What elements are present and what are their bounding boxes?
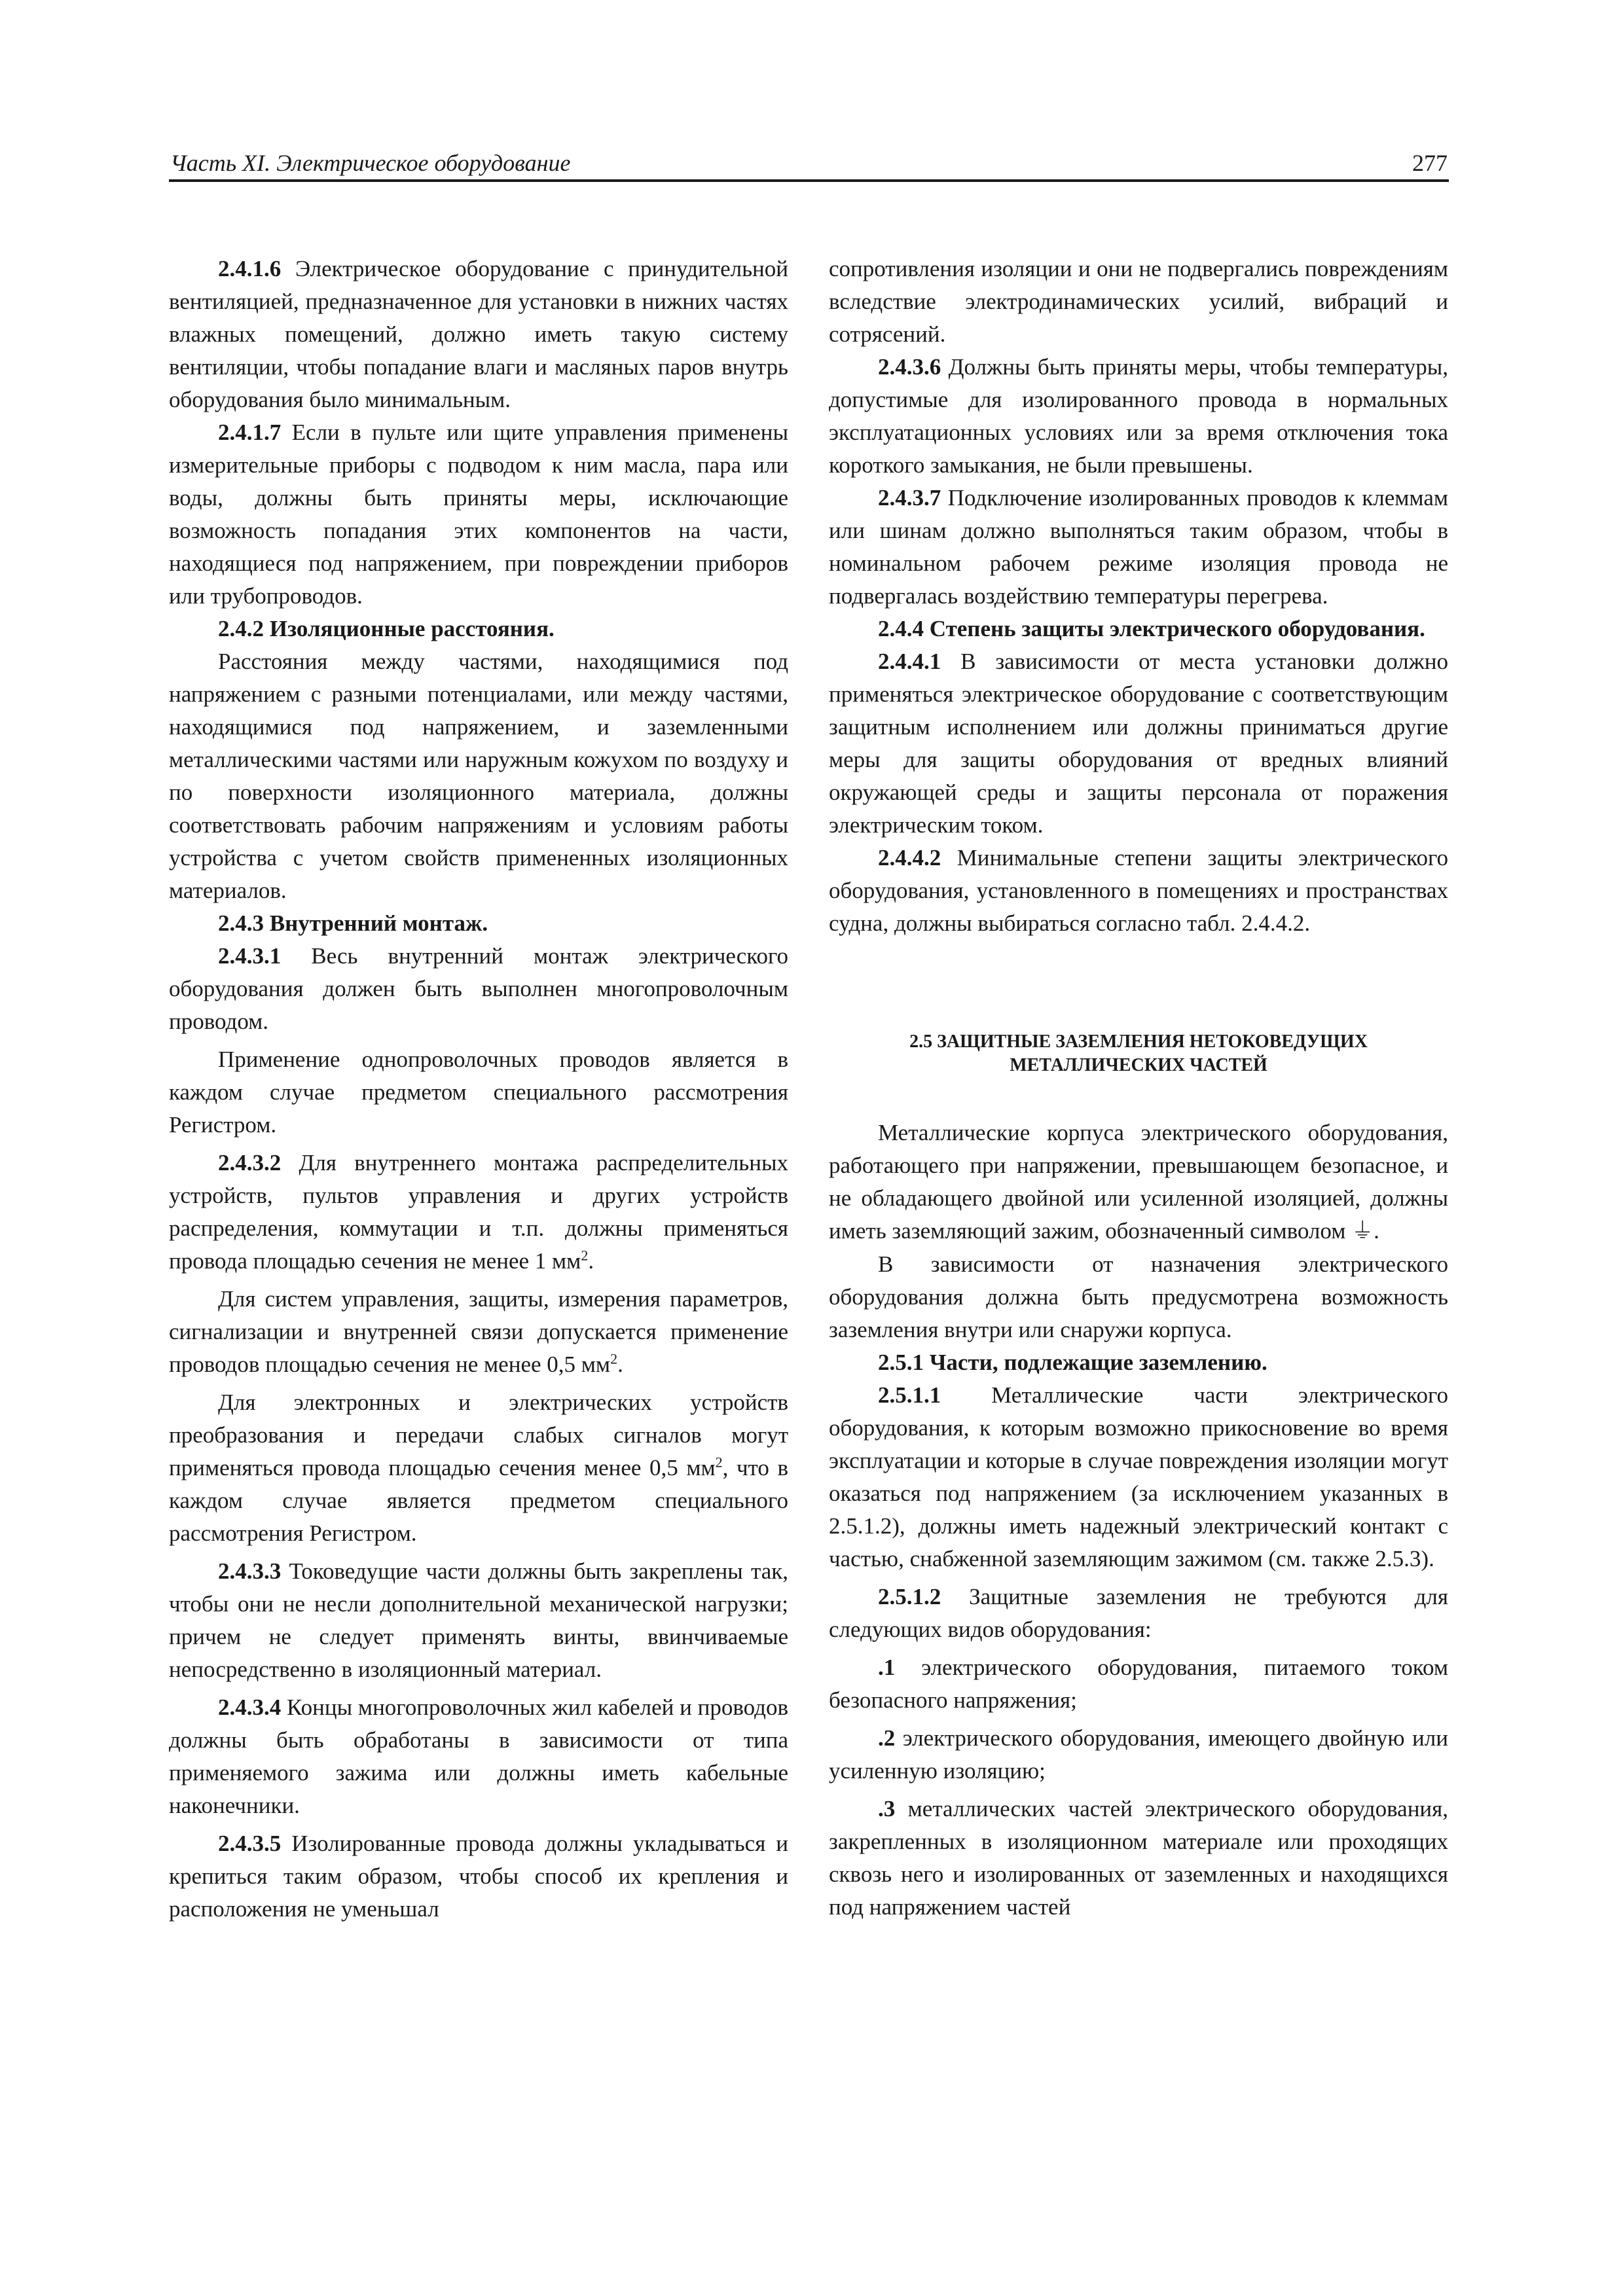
left-column bbox=[169, 253, 788, 1926]
paragraph-text: Для систем управления, защиты, измерения параметров, сигнализации и внутренней связи допускается применение проводов площадью сечения не менее 0,5 мм bbox=[169, 1286, 788, 1377]
paragraph-text: Подключение изолированных проводов к клеммам или шинам должно выполняться таким образом, чтобы в номинальном рабочем режиме изоляция провода не подвергалась воздействию температуры перегрева. bbox=[829, 485, 1448, 609]
running-header bbox=[169, 140, 1449, 182]
paragraph-text: металлических частей электрического оборудования, закрепленных в изоляционном материале или проходящих сквозь него и изолированных от заземленных и находящихся под напряжением частей bbox=[829, 1796, 1448, 1920]
heading-2-4-4: 2.4.4 Степень защиты электрического оборудования. bbox=[878, 616, 1425, 641]
list-item-3 bbox=[829, 1793, 1448, 1924]
paragraph-2-5-1-1 bbox=[829, 1379, 1448, 1575]
section-heading-line-2: МЕТАЛЛИЧЕСКИХ ЧАСТЕЙ bbox=[1010, 1055, 1267, 1075]
paragraph-2-4-1-7 bbox=[169, 416, 788, 613]
paragraph-2-5-1-2 bbox=[829, 1581, 1448, 1646]
paragraph-text: Защитные заземления не требуются для следующих видов оборудования: bbox=[829, 1584, 1448, 1642]
paragraph-single-wire: Применение однопроволочных проводов является в каждом случае предметом специального рассмотрения Регистром. bbox=[169, 1047, 788, 1138]
list-item-2 bbox=[829, 1722, 1448, 1787]
paragraph-2-4-3-3 bbox=[169, 1555, 788, 1686]
paragraph-text: Для внутреннего монтажа распределительных устройств, пультов управления и других устройств распределения, коммутации и т.п. должны применяться провода площадью сечения не менее 1 мм bbox=[169, 1150, 788, 1274]
paragraph-2-4-3-4 bbox=[169, 1691, 788, 1822]
paragraph-grounding-location: В зависимости от назначения электрического оборудования должна быть предусмотрена возможность заземления внутри или снаружи корпуса. bbox=[829, 1251, 1448, 1342]
clause-number: 2.5.1.2 bbox=[878, 1584, 941, 1609]
paragraph-text: Для электронных и электрических устройств преобразования и передачи слабых сигналов могут применяться провода площадью сечения менее 0,5 мм bbox=[169, 1390, 788, 1480]
paragraph-electronic-devices bbox=[169, 1386, 788, 1550]
clause-number: 2.4.3.7 bbox=[878, 485, 941, 511]
section-heading-2-5 bbox=[829, 1030, 1448, 1077]
right-column bbox=[829, 253, 1448, 1924]
paragraph-continuation: сопротивления изоляции и они не подвергались повреждениям вследствие электродинамических усилий, вибраций и сотрясений. bbox=[829, 256, 1448, 347]
paragraph-tail: . bbox=[617, 1352, 623, 1377]
clause-number: 2.4.3.2 bbox=[218, 1150, 282, 1175]
paragraph-metal-enclosures bbox=[829, 1117, 1448, 1248]
clause-number: 2.4.1.6 bbox=[218, 256, 282, 281]
paragraph-clearances: Расстояния между частями, находящимися под напряжением с разными потенциалами, или между частями, находящимися под напряжением, и заземленными металлическими частями или наружным кожухом по воздуху и по поверхности изоляционного материала, должны соответствовать рабочим напряжениям и условиям работы устройства с учетом свойств примененных изоляционных материалов. bbox=[169, 649, 788, 903]
paragraph-tail: . bbox=[1374, 1218, 1379, 1244]
list-item-1 bbox=[829, 1651, 1448, 1717]
header-title: Часть XI. Электрическое оборудование bbox=[170, 150, 571, 176]
paragraph-text: Изолированные провода должны укладываться и крепиться таким образом, чтобы способ их крепления и расположения не уменьшал bbox=[169, 1831, 788, 1922]
paragraph-tail: , что в каждом случае является предметом специального рассмотрения Регистром. bbox=[169, 1455, 788, 1546]
paragraph-text: Электрическое оборудование с принудительной вентиляцией, предназначенное для установки в нижних частях влажных помещений, должно иметь такую систему вентиляции, чтобы попадание влаги и масляных паров внутрь оборудования было минимальным. bbox=[169, 256, 788, 412]
paragraph-tail: . bbox=[588, 1248, 594, 1274]
ground-symbol-icon: ⏚ bbox=[1351, 1219, 1374, 1244]
list-number: .1 bbox=[878, 1655, 896, 1680]
clause-number: 2.4.4.1 bbox=[878, 649, 941, 674]
paragraph-2-4-3-1 bbox=[169, 940, 788, 1038]
clause-number: 2.4.3.3 bbox=[218, 1558, 282, 1584]
paragraph-2-4-4-1 bbox=[829, 645, 1448, 842]
superscript: 2 bbox=[715, 1454, 723, 1471]
clause-number: 2.4.3.4 bbox=[218, 1695, 282, 1720]
paragraph-2-4-4-2 bbox=[829, 842, 1448, 940]
paragraph-text: Должны быть приняты меры, чтобы температуры, допустимые для изолированного провода в нормальных эксплуатационных условиях или за время отключения тока короткого замыкания, не были превышены. bbox=[829, 354, 1448, 478]
heading-2-4-3: 2.4.3 Внутренний монтаж. bbox=[218, 910, 488, 936]
paragraph-text: электрического оборудования, питаемого током безопасного напряжения; bbox=[829, 1655, 1448, 1713]
clause-number: 2.4.1.7 bbox=[218, 420, 282, 445]
paragraph-text: Металлические корпуса электрического оборудования, работающего при напряжении, превышающем безопасное, и не обладающего двойной или усиленной изоляцией, должны иметь заземляющий зажим, обозначенный символом bbox=[829, 1120, 1448, 1244]
superscript: 2 bbox=[610, 1350, 618, 1367]
clause-number: 2.4.3.6 bbox=[878, 354, 941, 380]
paragraph-text: Токоведущие части должны быть закреплены так, чтобы они не несли дополнительной механической нагрузки; причем не следует применять винты, ввинчиваемые непосредственно в изоляционный материал. bbox=[169, 1558, 788, 1682]
clause-number: 2.4.3.5 bbox=[218, 1831, 282, 1856]
paragraph-text: Весь внутренний монтаж электрического оборудования должен быть выполнен многопроволочным проводом. bbox=[169, 943, 788, 1034]
paragraph-text: электрического оборудования, имеющего двойную или усиленную изоляцию; bbox=[829, 1725, 1448, 1784]
paragraph-text: Концы многопроволочных жил кабелей и проводов должны быть обработаны в зависимости от типа применяемого зажима или должны иметь кабельные наконечники. bbox=[169, 1695, 788, 1818]
clause-number: 2.4.4.2 bbox=[878, 845, 941, 870]
paragraph-2-4-1-6 bbox=[169, 253, 788, 416]
superscript: 2 bbox=[581, 1247, 589, 1264]
page-number: 277 bbox=[1412, 150, 1448, 176]
paragraph-2-4-3-7 bbox=[829, 482, 1448, 613]
paragraph-control-systems bbox=[169, 1283, 788, 1381]
paragraph-2-4-3-2 bbox=[169, 1147, 788, 1278]
list-number: .3 bbox=[878, 1796, 896, 1821]
paragraph-text: В зависимости от места установки должно применяться электрическое оборудование с соответствующим защитным исполнением или должны приниматься другие меры для защиты оборудования от вредных влияний окружающей среды и защиты персонала от поражения электрическим током. bbox=[829, 649, 1448, 838]
heading-2-5-1: 2.5.1 Части, подлежащие заземлению. bbox=[878, 1350, 1267, 1375]
clause-number: 2.5.1.1 bbox=[878, 1382, 941, 1408]
paragraph-text: Минимальные степени защиты электрического оборудования, установленного в помещениях и пространствах судна, должны выбираться согласно табл. 2.4.4.2. bbox=[829, 845, 1448, 936]
paragraph-2-4-3-6 bbox=[829, 351, 1448, 482]
clause-number: 2.4.3.1 bbox=[218, 943, 282, 969]
section-heading-line-1: 2.5 ЗАЩИТНЫЕ ЗАЗЕМЛЕНИЯ НЕТОКОВЕДУЩИХ bbox=[909, 1031, 1368, 1052]
paragraph-2-4-3-5 bbox=[169, 1827, 788, 1926]
heading-2-4-2: 2.4.2 Изоляционные расстояния. bbox=[218, 616, 555, 641]
list-number: .2 bbox=[878, 1725, 896, 1751]
paragraph-text: Если в пульте или щите управления применены измерительные приборы с подводом к ним масла, пара или воды, должны быть приняты меры, исключающие возможность попадания этих компонентов на части, находящиеся под напряжением, при повреждении приборов или трубопроводов. bbox=[169, 420, 788, 609]
paragraph-text: Металлические части электрического оборудования, к которым возможно прикосновение во время эксплуатации и которые в случае повреждения изоляции могут оказаться под напряжением (за исключением указанных в 2.5.1.2), должны иметь надежный электрический контакт с частью, снабженной заземляющим зажимом (см. также 2.5.3). bbox=[829, 1382, 1448, 1571]
